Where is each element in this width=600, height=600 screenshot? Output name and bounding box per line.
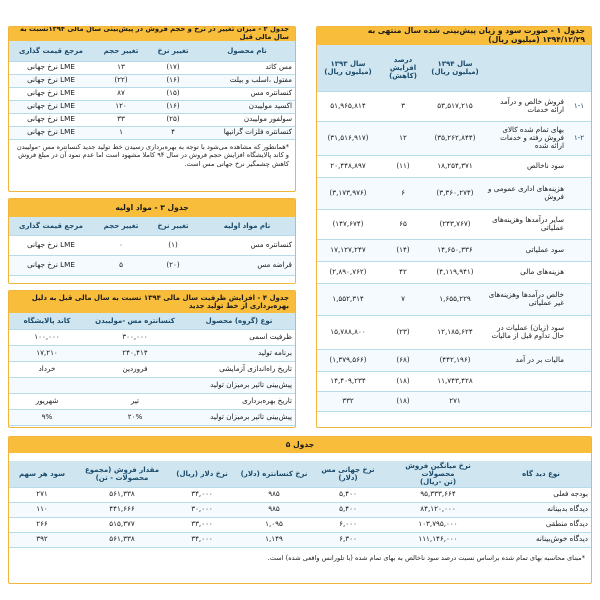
value-1393: ۵۱,۹۶۵,۸۱۴: [316, 91, 381, 121]
table-5: [8, 461, 591, 548]
table-5-header-view: نوع دید گاه: [491, 461, 591, 487]
table-row: [316, 283, 591, 315]
table-4-header-type: نوع (گروه) محصول: [183, 313, 295, 329]
table-row: [8, 100, 295, 113]
table-3-body: [8, 235, 295, 275]
value-1393: ۲۰,۴۴۸,۸۹۷: [316, 155, 381, 177]
table-1-header-y94: سال ۱۳۹۴ (میلیون ریال): [425, 45, 485, 91]
value-change-percent: ۶: [381, 177, 425, 209]
concentrate-value: ۲۴۰,۴۱۴: [87, 345, 183, 361]
eps: ۲۷۱: [8, 487, 77, 502]
row-code: [567, 239, 591, 261]
table-row: [8, 393, 295, 409]
table-2-header-vol: تغییر حجم: [95, 41, 147, 61]
product-name: سولفور مولیبدن: [199, 113, 295, 126]
eps: ۲۶۶: [8, 517, 77, 532]
table-5-header-avg: نرخ میانگین فروش محصولات (تن -ریال): [385, 461, 491, 487]
cathode-value: ۹%: [8, 409, 87, 425]
table-row: [8, 61, 295, 74]
table-2-body: [8, 61, 295, 139]
table-4: [8, 313, 295, 426]
row-item-name: سود عملیاتی: [485, 239, 567, 261]
table-5-spacer: [9, 453, 591, 461]
table-row: [8, 113, 295, 126]
rate-change: (۲۰): [147, 255, 199, 275]
value-1393: ۱,۵۵۲,۳۱۴: [316, 283, 381, 315]
usd-rate: ۳۴,۰۰۰: [167, 532, 237, 547]
value-change-percent: (۶۸): [381, 349, 425, 371]
table-row: [316, 177, 591, 209]
row-code: [567, 371, 591, 391]
table-row: [316, 315, 591, 349]
value-change-percent: (۱۸): [381, 391, 425, 411]
table-row: [316, 349, 591, 371]
product-name: کنسانتره فلزات گرانبها: [199, 126, 295, 139]
table-row: [316, 155, 591, 177]
table-row: [316, 261, 591, 283]
table-4-body: [8, 329, 295, 425]
table-row: [8, 87, 295, 100]
value-1394: ۱۸,۲۵۴,۳۷۱: [425, 155, 485, 177]
table-5-header-usd: نرخ دلار (ریال): [167, 461, 237, 487]
sales-quantity: ۵۶۱,۳۳۸: [77, 487, 167, 502]
rate-change: (۱۵): [147, 87, 199, 100]
capacity-item: ظرفیت اسمی: [183, 329, 295, 345]
copper-world-price: ۶,۰۰۰: [311, 517, 385, 532]
table-1-header-name: [485, 45, 567, 91]
value-1394: ۱۲,۱۸۵,۶۲۴: [425, 315, 485, 349]
avg-sale-rate: ۹۵,۳۳۳,۶۶۴: [385, 487, 491, 502]
rate-change: (۲۵): [147, 113, 199, 126]
table-2-header-rate: تغییر نرخ: [147, 41, 199, 61]
table-row: [8, 377, 295, 393]
table-row: [8, 329, 295, 345]
value-1394: (۲۴۳,۷۶۷): [425, 209, 485, 239]
row-code: ۱-۱: [567, 91, 591, 121]
table-5-body: [8, 487, 591, 547]
table-row: [316, 239, 591, 261]
table-row: [8, 361, 295, 377]
value-1394: (۴,۱۱۹,۹۴۱): [425, 261, 485, 283]
capacity-item: برنامه تولید: [183, 345, 295, 361]
table-2-panel: [8, 26, 296, 192]
table-5-header-eps: سود هر سهم: [8, 461, 77, 487]
value-1394: ۱,۶۵۵,۲۲۹: [425, 283, 485, 315]
row-code: [567, 209, 591, 239]
cathode-value: ۱۷,۲۱۰: [8, 345, 87, 361]
pricing-reference: نرخ جهانی LME: [8, 126, 95, 139]
table-row: [8, 74, 295, 87]
copper-world-price: ۶,۳۰۰: [311, 532, 385, 547]
pricing-reference: نرخ جهانی LME: [8, 87, 95, 100]
volume-change: ۵: [95, 255, 147, 275]
usd-rate: ۳۴,۰۰۰: [167, 487, 237, 502]
cathode-value: شهریور: [8, 393, 87, 409]
concentrate-price: ۹۸۵: [237, 487, 311, 502]
rate-change: ۴: [147, 126, 199, 139]
table-2: [8, 41, 295, 140]
concentrate-value: ۳۰۰,۰۰۰: [87, 329, 183, 345]
table-3-header-rate: تغییر نرخ: [147, 217, 199, 235]
value-1393: (۳,۱۷۳,۹۷۶): [316, 177, 381, 209]
value-1394: ۱۴,۶۵۰,۳۳۶: [425, 239, 485, 261]
table-row: [316, 371, 591, 391]
volume-change: (۲۲): [95, 74, 147, 87]
table-2-note: *همانطور که مشاهده می‌شود با توجه به بهره‌برداری رسیدن خط تولید جدید کنسانتره مس -مولیبدن و کاند پالایشگاه افزایش حجم فروش در سال ۹۴ کاملا مشهود است اما عدم نمود آن در مبلغ فروش کاهش چشمگیر نرخ جهانی مس است.: [16, 142, 289, 169]
value-change-percent: ۴۲: [381, 261, 425, 283]
value-1394: ۱۱,۷۴۳,۴۲۸: [425, 371, 485, 391]
copper-world-price: ۵,۴۰۰: [311, 502, 385, 517]
product-name: اکسید مولیبدن: [199, 100, 295, 113]
row-code: [567, 349, 591, 371]
table-5-note: *مبنای محاسبه بهای تمام شده براساس نسبت درصد سود ناخالص به بهای تمام شده (با تلورانس واقعی شده) است.: [267, 553, 585, 562]
usd-rate: ۳۰,۰۰۰: [167, 502, 237, 517]
table-3-header-name: نام مواد اولیه: [199, 217, 295, 235]
table-3-panel: [8, 198, 296, 284]
cathode-value: ۱۰۰,۰۰۰: [8, 329, 87, 345]
usd-rate: ۳۳,۰۰۰: [167, 517, 237, 532]
table-row: [8, 532, 591, 547]
table-1-header-y93: سال ۱۳۹۳ (میلیون ریال): [316, 45, 381, 91]
value-change-percent: (۱۸): [381, 371, 425, 391]
table-row: [8, 487, 591, 502]
scenario-name: بودجه فعلی: [491, 487, 591, 502]
table-row: [8, 126, 295, 139]
table-3-header-ref: مرجع قیمت گذاری: [8, 217, 95, 235]
concentrate-price: ۹۸۵: [237, 502, 311, 517]
table-row: [8, 517, 591, 532]
value-change-percent: ۷: [381, 283, 425, 315]
table-row: [8, 409, 295, 425]
value-1393: (۳۱,۵۱۶,۹۱۷): [316, 121, 381, 155]
concentrate-value: تیر: [87, 393, 183, 409]
capacity-item: تاریخ راه‌اندازی آزمایشی: [183, 361, 295, 377]
material-name: کنسانتره مس: [199, 235, 295, 255]
pricing-reference: نرخ جهانی LME: [8, 235, 95, 255]
table-2-title: جدول ۲ - میزان تغییر در نرخ و حجم فروش در پیش‌بینی سال مالی ۱۳۹۴نسبت به سال مالی قبل: [9, 27, 295, 41]
rate-change: (۱۶): [147, 74, 199, 87]
concentrate-price: ۱,۰۹۵: [237, 517, 311, 532]
value-1393: ۱۷,۱۲۷,۲۴۷: [316, 239, 381, 261]
table-5-header-cu: نرخ جهانی مس (دلار): [311, 461, 385, 487]
scenario-name: دیدگاه بدبینانه: [491, 502, 591, 517]
material-name: قراضه مس: [199, 255, 295, 275]
table-row: [316, 209, 591, 239]
row-item-name: سایر درآمدها وهزینه‌های عملیاتی: [485, 209, 567, 239]
table-row: [8, 345, 295, 361]
rate-change: (۱۷): [147, 61, 199, 74]
row-item-name: مالیات بر در آمد: [485, 349, 567, 371]
value-change-percent: ۱۲: [381, 121, 425, 155]
product-name: مس کاتد: [199, 61, 295, 74]
table-4-header-cathode: کاند پالایشگاه: [8, 313, 87, 329]
table-row: [8, 235, 295, 255]
concentrate-price: ۱,۱۴۹: [237, 532, 311, 547]
volume-change: ۱۲۰: [95, 100, 147, 113]
value-1394: (۴۴۲,۱۹۶): [425, 349, 485, 371]
table-row: [316, 121, 591, 155]
table-1-header-pct: درصد افزایش (کاهش): [381, 45, 425, 91]
table-1: [316, 45, 591, 412]
product-name: مفتول ،اسلب و بیلت: [199, 74, 295, 87]
sales-quantity: ۵۶۱,۳۳۸: [77, 532, 167, 547]
product-name: کنسانتره مس: [199, 87, 295, 100]
value-change-percent: ۶۵: [381, 209, 425, 239]
cathode-value: خرداد: [8, 361, 87, 377]
row-item-name: [485, 371, 567, 391]
row-code: [567, 391, 591, 411]
row-code: [567, 155, 591, 177]
pricing-reference: نرخ جهانی LME: [8, 74, 95, 87]
row-code: [567, 177, 591, 209]
table-4-panel: [8, 290, 296, 428]
table-4-title: جدول ۴ - افزایش ظرفیت سال مالی ۱۳۹۴ نسبت به سال مالی قبل به دلیل بهره‌برداری از خط تولید جدید: [9, 291, 295, 313]
value-change-percent: (۱۴): [381, 239, 425, 261]
table-3-title: جدول ۳ - مواد اولیه: [9, 199, 295, 217]
sales-quantity: ۵۱۵,۳۷۷: [77, 517, 167, 532]
row-code: [567, 283, 591, 315]
table-5-title: جدول ۵: [9, 437, 591, 453]
table-5-header-conc: نرخ کنسانتره (دلار): [237, 461, 311, 487]
eps: ۳۹۲: [8, 532, 77, 547]
capacity-item: تاریخ بهره‌برداری: [183, 393, 295, 409]
volume-change: ۱: [95, 126, 147, 139]
row-item-name: فروش خالص و درآمد ارائه خدمات: [485, 91, 567, 121]
row-code: [567, 315, 591, 349]
value-change-percent: (۱۱): [381, 155, 425, 177]
value-1394: ۵۳,۵۱۷,۲۱۵: [425, 91, 485, 121]
avg-sale-rate: ۸۴,۱۲۰,۰۰۰: [385, 502, 491, 517]
value-1393: ۱۵,۷۸۸,۸۰۰: [316, 315, 381, 349]
value-1394: ۲۷۱: [425, 391, 485, 411]
capacity-item: پیش‌بینی تاثیر برمیزان تولید: [183, 377, 295, 393]
pricing-reference: نرخ جهانی LME: [8, 100, 95, 113]
concentrate-value: [87, 377, 183, 393]
eps: ۱۱۰: [8, 502, 77, 517]
table-3-header-vol: تغییر حجم: [95, 217, 147, 235]
row-item-name: هزینه‌های اداری عمومی و فروش: [485, 177, 567, 209]
rate-change: (۱۶): [147, 100, 199, 113]
table-2-header-name: نام محصول: [199, 41, 295, 61]
row-code: ۱-۲: [567, 121, 591, 155]
row-item-name: خالص درآمدها وهزینه‌های غیر عملیاتی: [485, 283, 567, 315]
table-4-header-conc: کنسانتره مس -مولیبدن: [87, 313, 183, 329]
table-1-title: جدول ۱ - صورت سود و زیان پیش‌بینی شده سال منتهی به ۱۳۹۴/۱۲/۲۹ (میلیون ریال): [317, 27, 591, 45]
table-1-body: [316, 91, 591, 411]
value-1393: (۱,۳۷۹,۵۶۶): [316, 349, 381, 371]
table-5-panel: [8, 436, 592, 584]
value-1393: (۲,۸۹۰,۷۶۲): [316, 261, 381, 283]
table-1-header-code: [567, 45, 591, 91]
copper-world-price: ۵,۴۰۰: [311, 487, 385, 502]
value-change-percent: (۲۳): [381, 315, 425, 349]
row-item-name: بهای تمام شده کالای فروش رفته و خدمات ارائه شده: [485, 121, 567, 155]
value-1394: (۳۵,۲۶۲,۸۴۴): [425, 121, 485, 155]
cathode-value: [8, 377, 87, 393]
volume-change: ۳۳: [95, 113, 147, 126]
table-3: [8, 217, 295, 276]
table-row: [8, 502, 591, 517]
table-2-header-ref: مرجع قیمت گذاری: [8, 41, 95, 61]
value-1393: ۳۳۲: [316, 391, 381, 411]
pricing-reference: نرخ جهانی LME: [8, 255, 95, 275]
pricing-reference: نرخ جهانی LME: [8, 61, 95, 74]
table-row: [316, 391, 591, 411]
volume-change: ۰: [95, 235, 147, 255]
concentrate-value: فروردین: [87, 361, 183, 377]
row-item-name: سود (زیان) عملیات در حال تداوم قبل از مالیات: [485, 315, 567, 349]
scenario-name: دیدگاه منطقی: [491, 517, 591, 532]
concentrate-value: ۲۰%: [87, 409, 183, 425]
row-item-name: هزینه‌های مالی: [485, 261, 567, 283]
volume-change: ۱۳: [95, 61, 147, 74]
row-item-name: [485, 391, 567, 411]
table-1-panel: [316, 26, 592, 428]
avg-sale-rate: ۱۱۱,۱۴۶,۰۰۰: [385, 532, 491, 547]
capacity-item: پیش‌بینی تاثیر برمیزان تولید: [183, 409, 295, 425]
rate-change: (۱): [147, 235, 199, 255]
volume-change: ۸۷: [95, 87, 147, 100]
table-row: [316, 91, 591, 121]
value-change-percent: ۳: [381, 91, 425, 121]
value-1393: (۱۴۷,۶۷۴): [316, 209, 381, 239]
pricing-reference: نرخ جهانی LME: [8, 113, 95, 126]
sales-quantity: ۴۴۱,۶۶۶: [77, 502, 167, 517]
value-1393: ۱۴,۴۰۹,۲۳۴: [316, 371, 381, 391]
scenario-name: دیدگاه خوش‌بینانه: [491, 532, 591, 547]
avg-sale-rate: ۱۰۳,۷۹۵,۰۰۰: [385, 517, 491, 532]
table-row: [8, 255, 295, 275]
row-code: [567, 261, 591, 283]
value-1394: (۳,۳۶۰,۲۷۴): [425, 177, 485, 209]
row-item-name: سود ناخالص: [485, 155, 567, 177]
table-5-header-qty: مقدار فروش (مجموع محصولات - تن): [77, 461, 167, 487]
